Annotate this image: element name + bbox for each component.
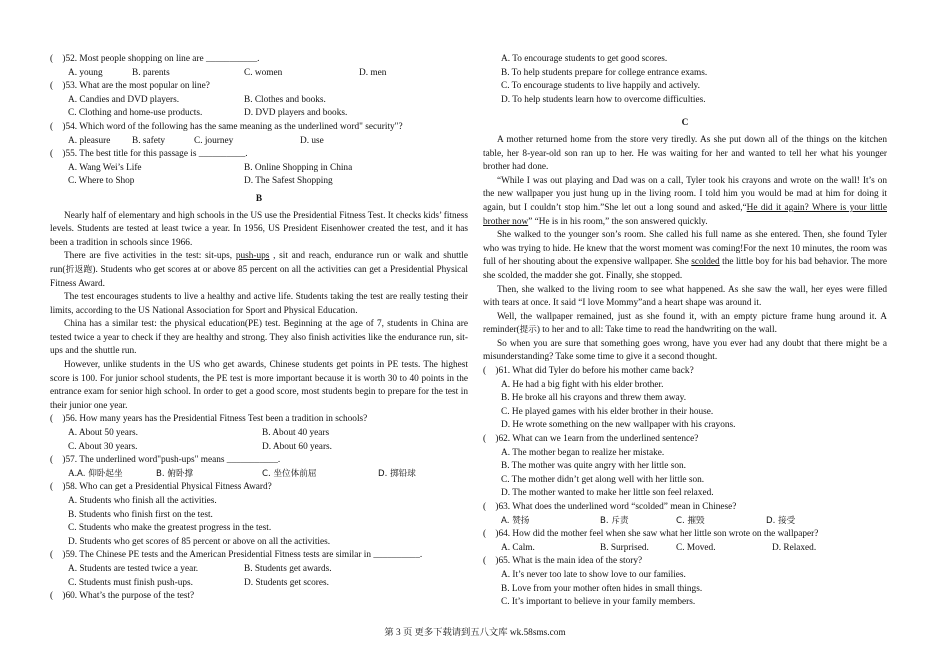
question-64: ( )64. How did the mother feel when she saw what her little son wrote on the wallpaper? [483, 529, 819, 540]
option-b-text: B. 俯卧撑 [156, 468, 194, 479]
question-56: ( )56. How many years has the Presidential Fitness Test been a tradition in schools? [50, 414, 368, 425]
passage-c-paragraph-5 [483, 311, 887, 338]
option-c: C. The mother didn’t get along well with her little son. [501, 474, 705, 485]
text-run: , sit and reach, endurance run or walk and shuttle run( [50, 251, 468, 275]
underlined-word-scolded: scolded [691, 257, 720, 268]
passage-c-paragraph-6: So when you are sure that something goes wrong, have you ever had any doubt that there might be a misunderstanding? Take some time to give it a second thought. [483, 338, 887, 363]
option-c: C. About 30 years. [68, 441, 138, 452]
option-b: B. Students get awards. [244, 563, 332, 574]
text-run: Well, the wallpaper remained, just as she found it, with an empty picture frame hung around it. A reminder( [483, 311, 887, 336]
option-a: A. Students who finish all the activities. [68, 496, 217, 506]
chinese-gloss: 折返跑 [65, 264, 93, 275]
question-59-options-cd [50, 577, 468, 591]
text-run: ” “He is in his room,” the son answered quickly. [528, 216, 708, 227]
option-c: C. Students must finish push-ups. [68, 577, 194, 588]
question-55-options-ab [50, 162, 468, 176]
option-b: B. Students who finish first on the test. [68, 509, 213, 520]
question-60-option-b: B. To help students prepare for college entrance exams. [501, 67, 708, 78]
question-59-options-ab [50, 563, 468, 577]
option-b: B. He broke all his crayons and threw them away. [501, 393, 687, 404]
option-a: A. He had a big fight with his elder brother. [501, 379, 664, 390]
question-54: ( )54. Which word of the following has the same meaning as the underlined word" security"? [50, 121, 403, 132]
option-a: A. Calm. [501, 542, 535, 553]
option-a: A. Students are tested twice a year. [68, 563, 199, 574]
question-65: ( )65. What is the main idea of the story? [483, 556, 643, 567]
question-56-options-ab [50, 427, 468, 441]
passage-b-paragraph-1: Nearly half of elementary and high schools in the US use the Presidential Fitness Test. It checks kids’ fitness levels. Students are tested at least twice a year. In 1956, US President Eisenhower created the test, and it has been a tradition in schools since 1966. [50, 210, 468, 248]
option-c-text: C. 坐位体前屈 [262, 468, 317, 479]
question-57-options [50, 468, 468, 482]
text-run: She walked to the younger son’s room. She called his full name as she entered. Then, she found Tyler who was trying to hide. He knew that the worst moment was coming!For the next 10 minutes, the room was full of her shouting about the expensive wallpaper. She [483, 230, 887, 268]
option-d: D. The Safest Shopping [244, 176, 333, 187]
section-heading-c: C [681, 118, 689, 129]
right-column [483, 53, 887, 610]
underlined-sentence: He did it again? Where is your little brother now [483, 202, 887, 227]
question-52-options [50, 67, 468, 81]
option-b: B. About 40 years [262, 428, 330, 439]
option-d-text: D. 掷铅球 [378, 468, 416, 479]
option-d: D. Students get scores. [244, 577, 329, 588]
question-56-options-cd [50, 441, 468, 455]
question-55: ( )55. The best title for this passage is __________. [50, 149, 248, 160]
option-d-text: D. 接受 [766, 515, 796, 526]
option-d: D. He wrote something on the new wallpaper with his crayons. [501, 420, 736, 431]
passage-b-paragraph-5: However, unlike students in the US who get awards, Chinese students get points in PE tests. The highest score is 100. For junior school students, the PE test is more important because it is worth 30 to 40 points in the entrance exam for senior high school. In order to get a good score, most students begin to prepare for the test in their junior one year. [50, 360, 468, 411]
option-d: D. men [359, 67, 387, 78]
option-c: C. Moved. [676, 542, 716, 553]
option-d: D. About 60 years. [262, 441, 332, 452]
passage-c-paragraph-1: A mother returned home from the store very tiredly. As she put down all of the things on the kitchen table, her 8-year-old son ran up to her. He was waiting for her and wanted to tell her what his younger brother had done. [483, 134, 887, 173]
option-b: B. Surprised. [600, 542, 649, 553]
option-a: A. About 50 years. [68, 428, 138, 439]
option-d: D. Relaxed. [772, 542, 817, 553]
question-55-options-cd [50, 175, 468, 189]
option-c: C. He played games with his elder brother in their house. [501, 406, 714, 417]
text-run: There are five activities in the test: sit-ups, [64, 251, 236, 262]
question-60-option-a: A. To encourage students to get good scores. [501, 54, 668, 64]
option-c-text: C. 摧毁 [676, 515, 705, 526]
left-column [50, 53, 468, 604]
option-c: C. Students who make the greatest progress in the test. [68, 523, 272, 534]
question-57: ( )57. The underlined word"push-ups" means ___________. [50, 455, 281, 466]
underlined-word-push-ups: push-ups [235, 251, 270, 262]
question-62: ( )62. What can we 1earn from the underlined sentence? [483, 434, 699, 445]
question-52: ( )52. Most people shopping on line are ___________. [50, 54, 260, 64]
passage-c-paragraph-2 [483, 175, 887, 229]
passage-c-paragraph-4: Then, she walked to the living room to see what happened. As she saw the wall, her eyes were filled with tears at once. It said “I love Mommy”and a heart shape was around it. [483, 284, 887, 309]
page-footer: 第 3 页 更多下载请到五八文库 wk.58sms.com [384, 628, 566, 638]
text-run: ). Students who get scores at or above 85 percent on all the activities can get a Presidential Physical Fitness Award. [50, 264, 468, 289]
option-c: C. women [244, 67, 283, 78]
question-60-option-c: C. To encourage students to live happily and actively. [501, 81, 700, 92]
question-63-options [483, 515, 887, 529]
option-d: D. use [300, 135, 324, 146]
option-c: C. It’s important to believe in your family members. [501, 597, 696, 608]
question-53-options-cd [50, 107, 468, 121]
question-61: ( )61. What did Tyler do before his mother came back? [483, 366, 694, 377]
option-a: A. Wang Wei’s Life [68, 162, 142, 173]
option-d: D. Students who get scores of 85 percent or above on all the activities. [68, 536, 331, 547]
option-c: C. Clothing and home-use products. [68, 108, 203, 119]
question-54-options [50, 135, 468, 149]
option-d: D. DVD players and books. [244, 108, 348, 119]
question-53-options-ab [50, 94, 468, 108]
option-b: B. Love from your mother often hides in small things. [501, 583, 703, 594]
option-b: B. The mother was quite angry with her little son. [501, 461, 686, 472]
option-b: B. parents [132, 67, 170, 78]
question-60: ( )60. What’s the purpose of the test? [50, 591, 195, 602]
question-63: ( )63. What does the underlined word “scolded” mean in Chinese? [483, 502, 737, 512]
question-53: ( )53. What are the most popular on line? [50, 81, 210, 92]
text-run: ) to her and to all: Take time to read the handwriting on the wall. [536, 325, 777, 336]
question-60-option-d: D. To help students learn how to overcome difficulties. [501, 94, 706, 105]
option-a: A. pleasure [68, 135, 111, 146]
option-b: B. safety [132, 135, 166, 146]
passage-b-paragraph-3: The test encourages students to live a healthy and active life. Students taking the test are really testing their limits, according to the US National Association for Sport and Physical Education. [50, 292, 468, 316]
option-a: A. It’s never too late to show love to our families. [501, 569, 686, 580]
chinese-gloss: 提示 [519, 325, 537, 336]
option-a: A. young [68, 67, 103, 78]
question-59: ( )59. The Chinese PE tests and the American Presidential Fitness tests are similar in __________. [50, 550, 423, 561]
section-heading-b: B [255, 193, 263, 204]
option-d: D. The mother wanted to make her little son feel relaxed. [501, 488, 714, 499]
question-64-options [483, 542, 887, 556]
option-b-text: B. 斥责 [600, 515, 629, 526]
option-b: B. Clothes and books. [244, 94, 326, 105]
option-b: B. Online Shopping in China [244, 162, 353, 173]
option-a: A. The mother began to realize her mistake. [501, 447, 665, 458]
option-c: C. Where to Shop [68, 176, 135, 187]
text-run: “While I was out playing and Dad was on a call, Tyler took his crayons and wrote on the wall! It’s on the new wallpaper you just hung up in the living room. I told him you would be mad at him for doing it again, but I couldn’t stop him.”She let out a long sound and asked,“ [483, 175, 887, 213]
text-run: the little boy for his bad behavior. The more she scolded, the madder she got. Finally, she stopped. [483, 257, 887, 281]
option-a: A. A. 仰卧起坐 [68, 468, 77, 482]
option-a-text: A. 仰卧起坐 [77, 468, 123, 479]
question-58: ( )58. Who can get a Presidential Physical Fitness Award? [50, 482, 272, 493]
option-a-text: A. 赞扬 [501, 515, 530, 526]
option-a: A. Candies and DVD players. [68, 94, 180, 105]
passage-b-paragraph-4: China has a similar test: the physical education(PE) test. Beginning at the age of 7, students in China are tested twice a year to check if they are healthy and strong. They also finish activities like the endurance run, sit-ups and the shuttle run. [50, 319, 468, 357]
passage-b-paragraph-2 [50, 250, 468, 291]
option-c: C. journey [194, 135, 234, 146]
passage-c-paragraph-3 [483, 229, 887, 283]
